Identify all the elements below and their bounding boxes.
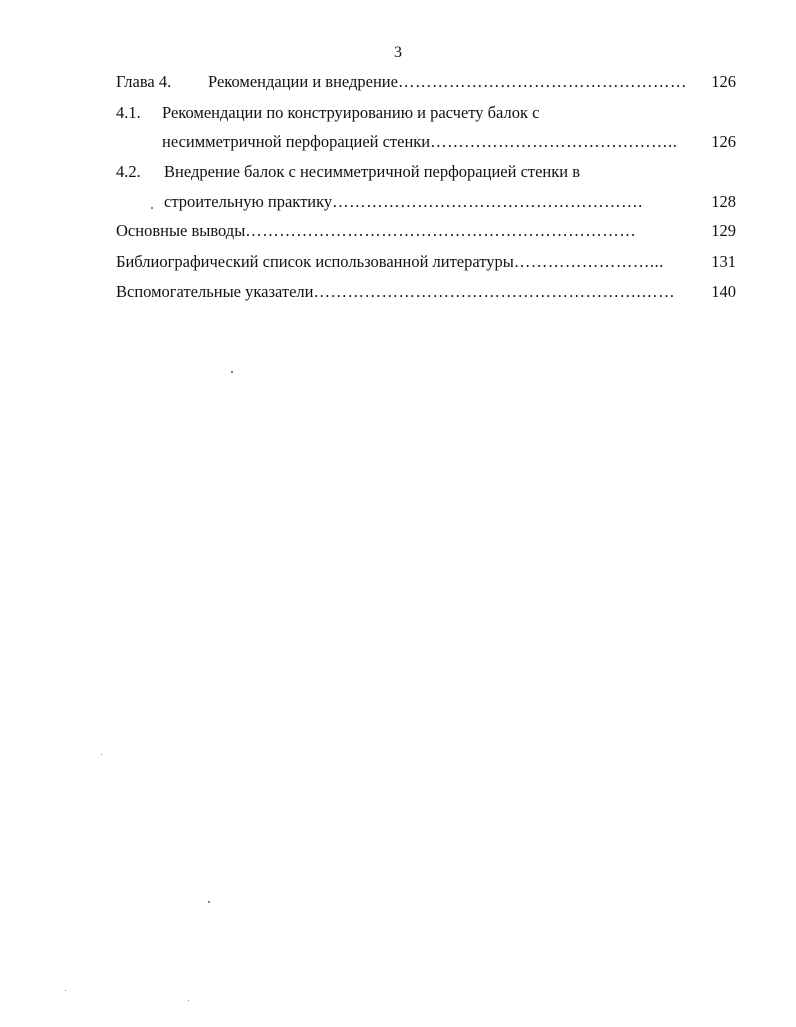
toc-entry-title-continued: строительную практику — [164, 192, 333, 211]
toc-section-number: 4.1. — [116, 103, 141, 122]
toc-leader-dots: …………………………………………………………… — [245, 221, 637, 240]
toc-entry-4-2-line-2 — [164, 191, 736, 213]
toc-entry-title: Основные выводы — [116, 221, 246, 240]
toc-leader-dots: …………………………………………… — [397, 72, 687, 91]
toc-leader-dots: ………………………………………………. — [332, 192, 643, 211]
toc-entry-4-1-line-1 — [116, 102, 736, 124]
toc-entry-4-2-line-1 — [116, 161, 736, 183]
toc-page-number: 140 — [705, 281, 736, 303]
toc-entry-4-1-line-2 — [162, 131, 736, 153]
toc-page-number: 131 — [705, 251, 736, 273]
toc-entry-title: Внедрение балок с несимметричной перфорацией стенки в — [164, 162, 581, 181]
toc-page-number: 129 — [705, 220, 736, 242]
toc-entry-bibliography — [116, 251, 736, 273]
toc-section-number: 4.2. — [116, 162, 141, 181]
toc-leader-dots: ………………………………………………….…… — [313, 282, 676, 301]
toc-entry-title: Рекомендации по конструированию и расчету балок с — [162, 103, 540, 122]
toc-entry-title: Библиографический список использованной литературы — [116, 252, 514, 271]
toc-entry-title: Вспомогательные указатели — [116, 282, 314, 301]
toc-chapter-label: Глава 4. — [116, 72, 172, 91]
scan-speck — [231, 371, 233, 373]
toc-entry-title: Рекомендации и внедрение — [208, 72, 398, 91]
scan-speck — [151, 207, 153, 209]
toc-page-number: 126 — [705, 71, 736, 93]
toc-entry-indexes — [116, 281, 736, 303]
scan-speck — [65, 990, 66, 991]
toc-leader-dots: …………………………………….. — [430, 132, 678, 151]
scan-speck — [188, 1000, 189, 1001]
page-number: 3 — [394, 44, 402, 61]
toc-page-number: 128 — [705, 191, 736, 213]
toc-entry-title-continued: несимметричной перфорацией стенки — [162, 132, 431, 151]
toc-entry-conclusions — [116, 220, 736, 242]
toc-page-number: 126 — [705, 131, 736, 153]
toc-entry-chapter-4 — [116, 71, 736, 93]
toc-leader-dots: ……………………... — [513, 252, 664, 271]
scan-speck — [208, 901, 210, 903]
scan-speck — [101, 754, 102, 755]
